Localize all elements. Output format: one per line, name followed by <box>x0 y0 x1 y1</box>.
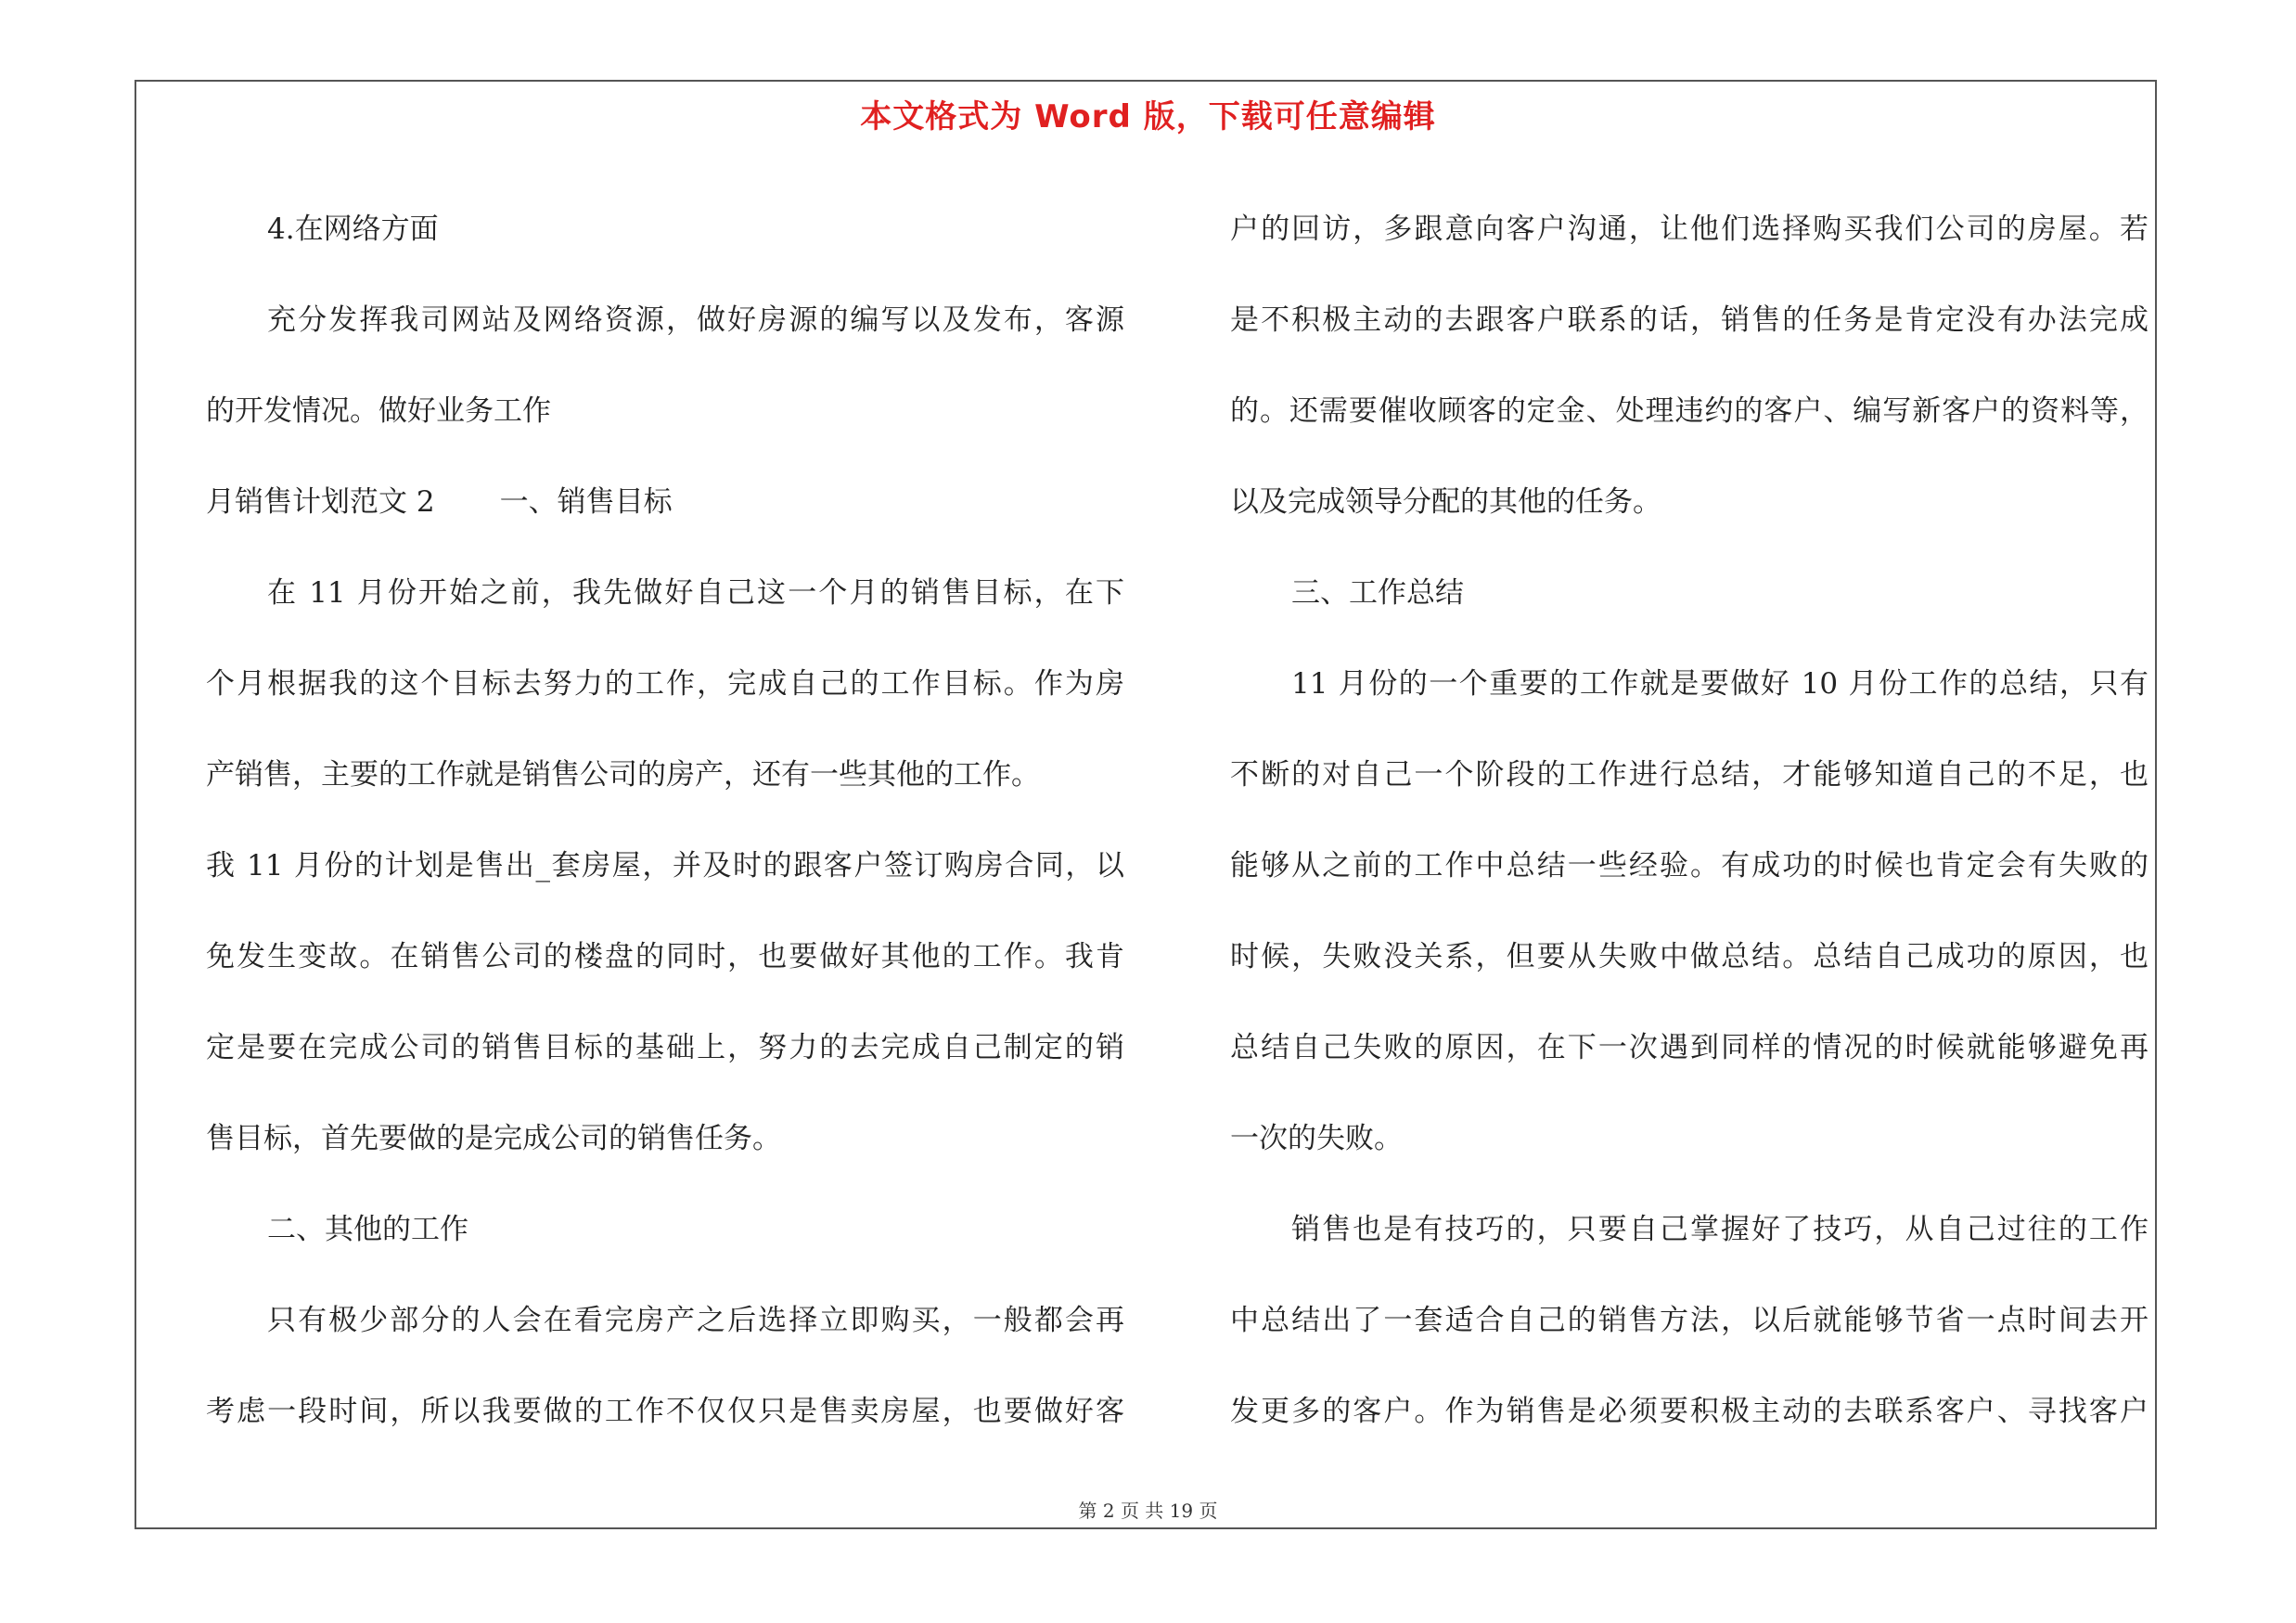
left-column <box>206 184 1124 1457</box>
article-title: 月销售计划范文 2 <box>206 485 435 519</box>
paragraph-line: 时候，失败没关系，但要从失败中做总结。总结自己成功的原因，也 <box>1230 940 2148 973</box>
paragraph-line: 充分发挥我司网站及网络资源，做好房源的编写以及发布，客源 <box>267 303 1124 337</box>
paragraph-line: 是不积极主动的去跟客户联系的话，销售的任务是肯定没有办法完成 <box>1230 303 2148 337</box>
paragraph-line: 个月根据我的这个目标去努力的工作，完成自己的工作目标。作为房 <box>206 667 1124 701</box>
paragraph-line: 销售也是有技巧的，只要自己掌握好了技巧，从自己过往的工作 <box>1291 1213 2148 1246</box>
paragraph-line: 的开发情况。做好业务工作 <box>206 394 551 428</box>
right-column <box>1230 184 2148 1457</box>
paragraph-line: 售目标，首先要做的是完成公司的销售任务。 <box>206 1122 781 1155</box>
paragraph-line: 在 11 月份开始之前，我先做好自己这一个月的销售目标，在下 <box>267 576 1124 610</box>
paragraph-line: 发更多的客户。作为销售是必须要积极主动的去联系客户、寻找客户 <box>1230 1395 2148 1428</box>
paragraph-line: 中总结出了一套适合自己的销售方法，以后就能够节省一点时间去开 <box>1230 1304 2148 1337</box>
section-heading: 一、销售目标 <box>499 485 673 519</box>
paragraph-line: 总结自己失败的原因，在下一次遇到同样的情况的时候就能够避免再 <box>1230 1031 2148 1064</box>
paragraph-line: 不断的对自己一个阶段的工作进行总结，才能够知道自己的不足，也 <box>1230 758 2148 792</box>
paragraph-line: 我 11 月份的计划是售出_套房屋，并及时的跟客户签订购房合同，以 <box>206 849 1124 882</box>
page-header: 本文格式为 Word 版，下载可任意编辑 <box>860 98 1436 135</box>
page-number: 第 2 页 共 19 页 <box>1078 1500 1218 1522</box>
paragraph-line: 户的回访，多跟意向客户沟通，让他们选择购买我们公司的房屋。若 <box>1230 213 2148 246</box>
section-heading: 二、其他的工作 <box>267 1213 468 1246</box>
paragraph-line: 定是要在完成公司的销售目标的基础上，努力的去完成自己制定的销 <box>206 1031 1124 1064</box>
paragraph-line: 产销售，主要的工作就是销售公司的房产，还有一些其他的工作。 <box>206 758 1040 792</box>
paragraph-line: 4.在网络方面 <box>267 213 439 246</box>
paragraph-line: 一次的失败。 <box>1230 1122 1403 1155</box>
paragraph-line: 以及完成领导分配的其他的任务。 <box>1230 485 1661 519</box>
section-heading-line <box>206 457 1124 547</box>
paragraph-line: 的。还需要催收顾客的定金、处理违约的客户、编写新客户的资料等， <box>1230 394 2148 428</box>
paragraph-line: 只有极少部分的人会在看完房产之后选择立即购买，一般都会再 <box>267 1304 1124 1337</box>
paragraph-line: 11 月份的一个重要的工作就是要做好 10 月份工作的总结，只有 <box>1291 667 2148 701</box>
paragraph-line: 能够从之前的工作中总结一些经验。有成功的时候也肯定会有失败的 <box>1230 849 2148 882</box>
paragraph-line: 考虑一段时间，所以我要做的工作不仅仅只是售卖房屋，也要做好客 <box>206 1395 1124 1428</box>
paragraph-line: 免发生变故。在销售公司的楼盘的同时，也要做好其他的工作。我肯 <box>206 940 1124 973</box>
section-heading: 三、工作总结 <box>1291 576 1464 610</box>
